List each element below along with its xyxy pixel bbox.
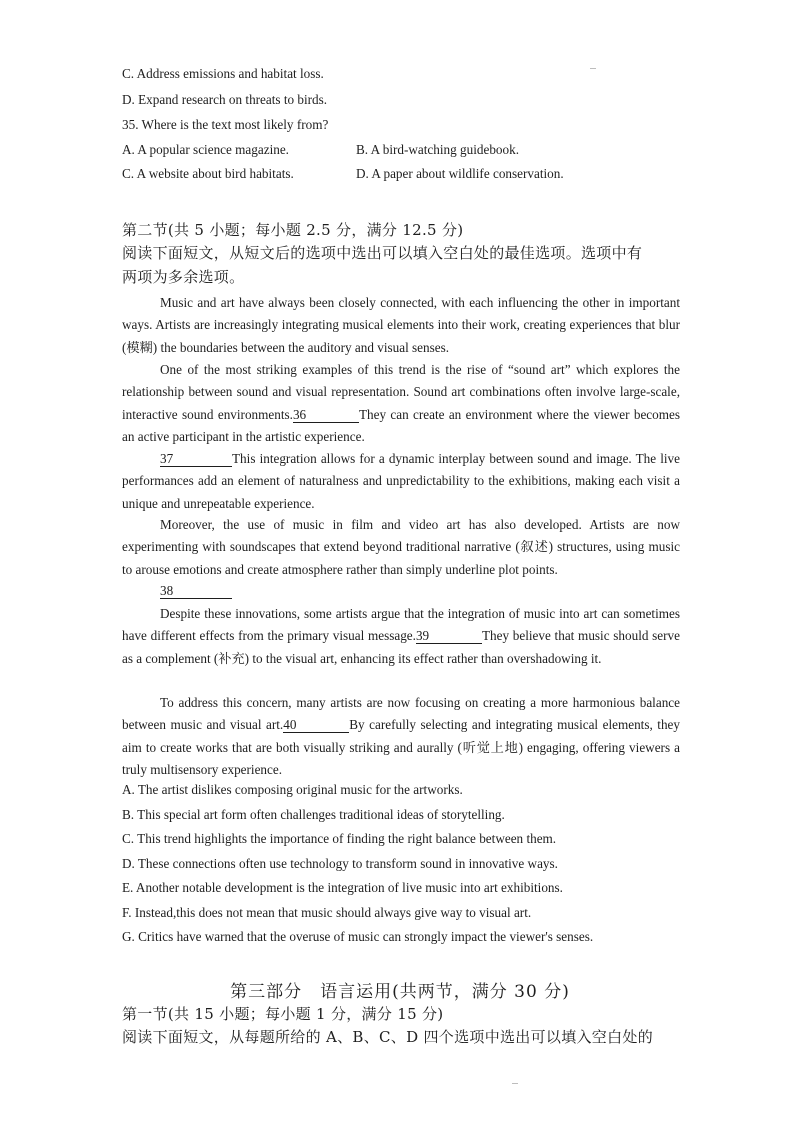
blank-36[interactable]: 36 xyxy=(293,407,359,423)
passage-paragraph-6: Despite these innovations, some artists argue that the integration of music into art can sometimes have different effects from the primary visual message.39 They believe that music should serve as a complement (补充) to the visual art, enhancing its effect rather than overshadowing it. xyxy=(122,606,680,666)
scan-speck xyxy=(512,1083,518,1084)
section2-instruction-1: 阅读下面短文，从短文后的选项中选出可以填入空白处的最佳选项。选项中有 xyxy=(122,244,643,262)
part3-title: 第三部分 语言运用(共两节，满分 30 分) xyxy=(230,982,570,1002)
part3-section1-heading: 第一节(共 15 小题；每小题 1 分，满分 15 分) xyxy=(122,1005,444,1023)
passage-paragraph-4: Moreover, the use of music in film and video art has also developed. Artists are now experimenting with soundscapes that extend beyond traditional narrative (叙述) structures, using music to arouse emotions and create atmosphere rather than simply underline plot points. xyxy=(122,517,680,577)
option-g: G. Critics have warned that the overuse of music can strongly impact the viewer's senses. xyxy=(122,929,594,944)
prev-option-c: C. Address emissions and habitat loss. xyxy=(122,66,324,81)
section2-heading: 第二节(共 5 小题；每小题 2.5 分，满分 12.5 分) xyxy=(122,221,464,239)
q35-options-row-2 xyxy=(122,166,682,186)
passage-paragraph-1: Music and art have always been closely connected, with each influencing the other in important ways. Artists are increasingly integrating musical elements into their work, creating experiences that blur (模糊) the boundaries between the auditory and visual senses. xyxy=(122,295,680,355)
option-a: A. The artist dislikes composing original music for the artworks. xyxy=(122,782,463,797)
option-c: C. This trend highlights the importance of finding the right balance between them. xyxy=(122,831,557,846)
passage-paragraph-3: 37 This integration allows for a dynamic interplay between sound and image. The live performances add an element of naturalness and unpredictability to the exhibitions, making each visit a unique and unrepeatable experience. xyxy=(122,451,680,511)
part3-instruction: 阅读下面短文，从每题所给的 A、B、C、D 四个选项中选出可以填入空白处的 xyxy=(122,1028,653,1046)
option-f: F. Instead,this does not mean that music should always give way to visual art. xyxy=(122,905,532,920)
passage-paragraph-2: One of the most striking examples of this trend is the rise of “sound art” which explores the relationship between sound and visual representation. Sound art combinations often involve large-scale, interactive sound environments.36 They can create an environment where the viewer becomes an active participant in the artistic experience. xyxy=(122,362,680,445)
option-d: D. These connections often use technology to transform sound in innovative ways. xyxy=(122,856,558,871)
blank-38[interactable]: 38 xyxy=(160,583,232,599)
passage-paragraph-7: To address this concern, many artists are now focusing on creating a more harmonious balance between music and visual art.40 By carefully selecting and integrating musical elements, they aim to create works that are both visually striking and aurally (听觉上地) engaging, offering viewers a truly multisensory experience. xyxy=(122,695,680,778)
question-35: 35. Where is the text most likely from? xyxy=(122,117,329,132)
passage-paragraph-5 xyxy=(122,580,680,602)
option-e: E. Another notable development is the integration of live music into art exhibitions. xyxy=(122,880,563,895)
q35-option-d: D. A paper about wildlife conservation. xyxy=(356,166,564,181)
option-b: B. This special art form often challenges traditional ideas of storytelling. xyxy=(122,807,505,822)
section2-instruction-2: 两项为多余选项。 xyxy=(122,268,245,286)
blank-40[interactable]: 40 xyxy=(283,717,349,733)
q35-option-b: B. A bird-watching guidebook. xyxy=(356,142,519,157)
blank-39[interactable]: 39 xyxy=(416,628,482,644)
blank-37[interactable]: 37 xyxy=(160,451,232,467)
prev-option-d: D. Expand research on threats to birds. xyxy=(122,92,328,107)
scan-speck xyxy=(590,68,596,69)
q35-option-c: C. A website about bird habitats. xyxy=(122,166,294,181)
q35-options-row-1 xyxy=(122,142,682,162)
q35-option-a: A. A popular science magazine. xyxy=(122,142,289,157)
